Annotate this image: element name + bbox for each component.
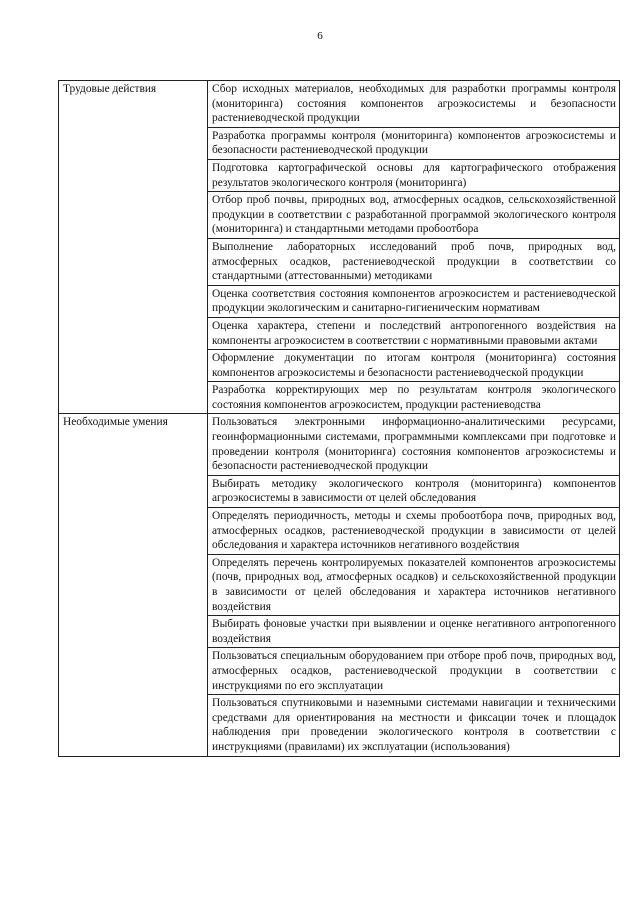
table-row [59, 81, 620, 128]
labor-action-item: Оформление документации по итогам контроля (мониторинга) состояния компонентов агроэкосистемы и безопасности растениеводческой продукции [208, 350, 620, 382]
labor-action-item: Подготовка картографической основы для картографического отображения результатов экологического контроля (мониторинга) [208, 159, 620, 191]
required-skill-item: Пользоваться спутниковыми и наземными системами навигации и техническими средствами для ориентирования на местности и фиксации точек и площадок наблюдения при проведении экологического контроля в соответствии с инструкциями (правилами) их эксплуатации (использования) [208, 695, 620, 756]
required-skill-item: Определять перечень контролируемых показателей компонентов агроэкосистемы (почв, природных вод, атмосферных осадков) и сельскохозяйственной продукции в зависимости от целей обследования и характера источников негативного воздействия [208, 554, 620, 615]
labor-action-item: Сбор исходных материалов, необходимых для разработки программы контроля (мониторинга) состояния компонентов агроэкосистемы и безопасности растениеводческой продукции [208, 81, 620, 128]
labor-action-item: Оценка характера, степени и последствий антропогенного воздействия на компоненты агроэкосистем в соответствии с нормативными правовыми актами [208, 317, 620, 349]
labor-action-item: Отбор проб почвы, природных вод, атмосферных осадков, сельскохозяйственной продукции в соответствии с разработанной программой экологического контроля (мониторинга) и стандартными методами пробоотбора [208, 192, 620, 239]
page-number: 6 [317, 30, 323, 42]
section-label-labor-actions: Трудовые действия [59, 81, 208, 414]
labor-action-item: Разработка программы контроля (мониторинга) компонентов агроэкосистемы и безопасности растениеводческой продукции [208, 127, 620, 159]
labor-action-item: Оценка соответствия состояния компонентов агроэкосистем и растениеводческой продукции экологическим и санитарно-гигиеническим нормативам [208, 285, 620, 317]
labor-action-item: Выполнение лабораторных исследований проб почв, природных вод, атмосферных осадков, растениеводческой продукции в соответствии со стандартными (аттестованными) методиками [208, 238, 620, 285]
labor-action-item: Разработка корректирующих мер по результатам контроля экологического состояния компонентов агроэкосистем, продукции растениеводства [208, 382, 620, 414]
required-skill-item: Пользоваться электронными информационно-аналитическими ресурсами, геоинформационными системами, программными комплексами при подготовке и проведении контроля (мониторинга) состояния компонентов агроэкосистемы и безопасности растениеводческой продукции [208, 414, 620, 475]
table-row [59, 414, 620, 475]
table-body [59, 81, 620, 757]
specification-table [58, 80, 620, 757]
section-label-required-skills: Необходимые умения [59, 414, 208, 756]
required-skill-item: Определять периодичность, методы и схемы пробоотбора почв, природных вод, атмосферных осадков, растениеводческой продукции в зависимости от целей обследования и характера источников негативного воздействия [208, 508, 620, 555]
required-skill-item: Пользоваться специальным оборудованием при отборе проб почв, природных вод, атмосферных осадков, растениеводческой продукции в соответствии с инструкциями по его эксплуатации [208, 648, 620, 695]
required-skill-item: Выбирать методику экологического контроля (мониторинга) компонентов агроэкосистемы в зависимости от целей обследования [208, 475, 620, 507]
required-skill-item: Выбирать фоновые участки при выявлении и оценке негативного антропогенного воздействия [208, 616, 620, 648]
